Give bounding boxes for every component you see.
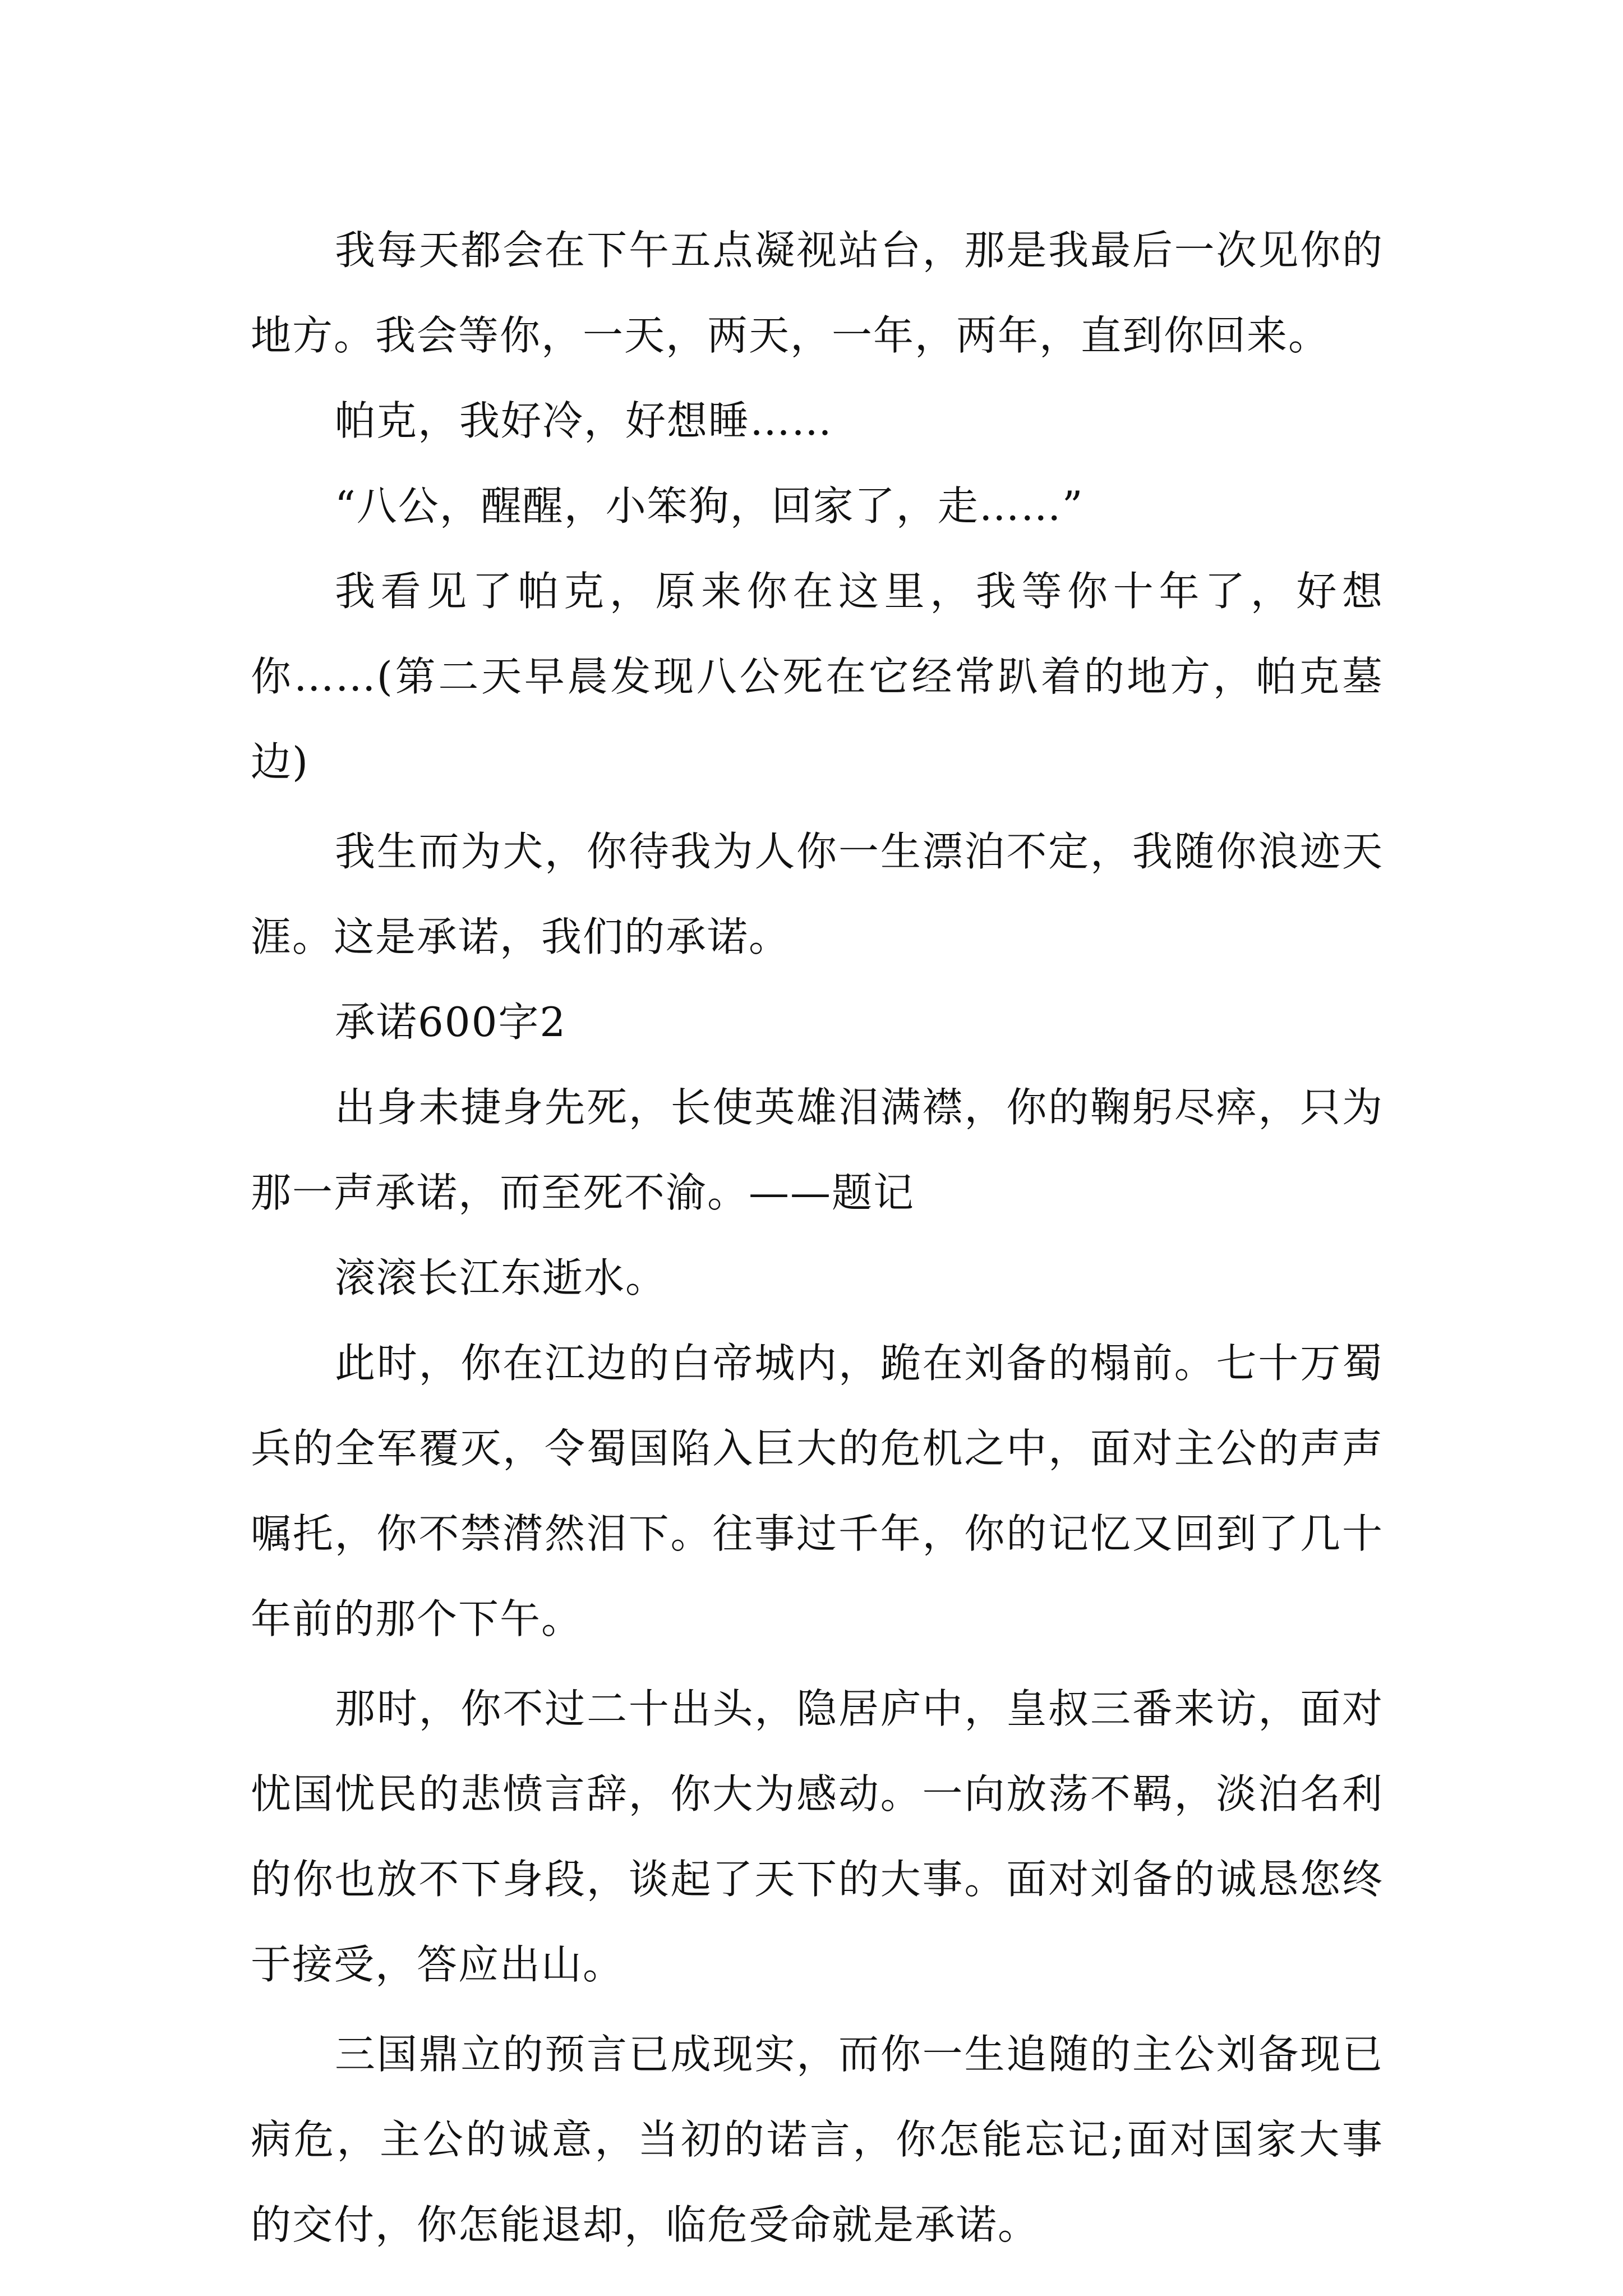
paragraph-2: 帕克，我好冷，好想睡…… bbox=[335, 397, 833, 444]
paragraph-9: 三国鼎立的预言已成现实，而你一生追随的主公刘备现已病危，主公的诚意，当初的诺言，你怎能忘记;面对国家大事的交付，你怎能退却，临危受命就是承诺。 bbox=[251, 2031, 1384, 2248]
paragraph-3: “八公，醒醒，小笨狗，回家了，走……” bbox=[335, 482, 1084, 530]
paragraph-5: 我生而为犬，你待我为人你一生漂泊不定，我随你浪迹天涯。这是承诺，我们的承诺。 bbox=[251, 828, 1384, 960]
paragraph-epigraph: 出身未捷身先死，长使英雄泪满襟，你的鞠躬尽瘁，只为那一声承诺，而至死不渝。——题记 bbox=[251, 1084, 1384, 1216]
paragraph-8: 那时，你不过二十出头，隐居庐中，皇叔三番来访，面对忧国忧民的悲愤言辞，你大为感动。一向放荡不羁，淡泊名利的你也放不下身段，谈起了天下的大事。面对刘备的诚恳您终于接受，答应出山。 bbox=[251, 1685, 1384, 1988]
paragraph-6: 滚滚长江东逝水。 bbox=[335, 1254, 667, 1301]
paragraph-1: 我每天都会在下午五点凝视站台，那是我最后一次见你的地方。我会等你，一天，两天，一年，两年，直到你回来。 bbox=[251, 227, 1384, 359]
section-heading: 承诺600字2 bbox=[335, 999, 567, 1046]
paragraph-7: 此时，你在江边的白帝城内，跪在刘备的榻前。七十万蜀兵的全军覆灭，令蜀国陷入巨大的危机之中，面对主公的声声嘱托，你不禁潸然泪下。往事过千年，你的记忆又回到了几十年前的那个下午。 bbox=[251, 1340, 1384, 1642]
document-body bbox=[251, 208, 1384, 2267]
paragraph-4: 我看见了帕克，原来你在这里，我等你十年了，好想你……(第二天早晨发现八公死在它经常趴着的地方，帕克墓边) bbox=[251, 568, 1384, 785]
